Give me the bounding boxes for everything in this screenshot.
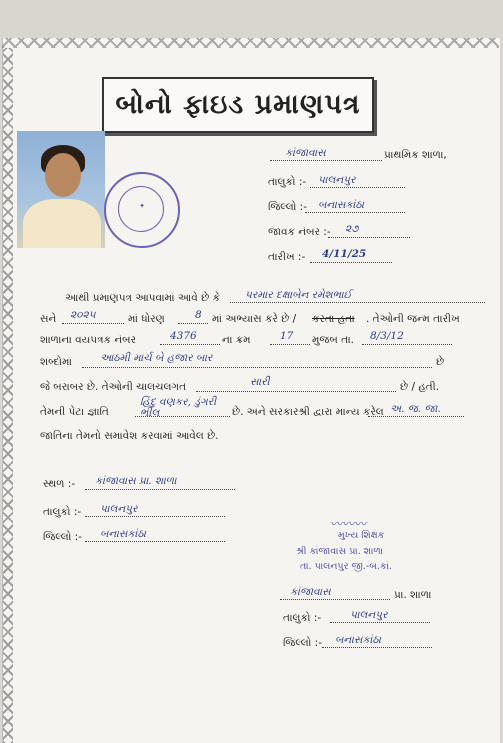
header-school-label: પ્રાથમિક શાળા, — [384, 149, 447, 161]
body-birthdate-label: . તેઓની જન્મ તારીખ — [366, 313, 460, 325]
header-outward-value: ૨૭ — [345, 223, 359, 235]
footer-school-label: પ્રા. શાળા — [394, 589, 432, 601]
body-struck-text: કરતા હતા — [312, 313, 355, 325]
footer-right-district-value: બનાસકાંઠા — [335, 634, 382, 646]
header-taluka-label: તાલુકો :- — [268, 176, 307, 188]
sub-caste: હિંદુ વણકર, ડુંગરી ભીલ — [140, 396, 217, 419]
certificate-title: બોનો ફાઇડ પ્રમાણપત્ર — [102, 77, 374, 133]
header-district-value: બનાસકાંઠા — [318, 199, 365, 211]
body-serial-label: ના ક્રમ — [222, 334, 251, 346]
header-outward-label: જાવક નંબર :- — [268, 226, 331, 238]
footer-district-value: બનાસકાંઠા — [100, 528, 147, 540]
body-closing: જાતિના તેમનો સમાવેશ કરવામાં આવેલ છે. — [40, 430, 219, 442]
stamp-line-3: તા. પાલનપુર જી.-બ.કાં. — [300, 561, 392, 572]
school-round-stamp: ✦ — [104, 172, 180, 248]
footer-school-value: કાંજાવાસ — [290, 586, 331, 598]
body-dob-label: મુજબ તા. — [312, 334, 354, 346]
header-district-label: જિલ્લો :- — [268, 201, 307, 213]
body-conduct-end: છે / હતી. — [400, 381, 440, 393]
body-category-label: છે. અને સરકારશ્રી દ્વારા માન્ય કરેલ — [232, 406, 384, 418]
stamp-line-1: મુખ્ય શિક્ષક — [338, 530, 385, 541]
header-date-value: 4/11/25 — [322, 248, 367, 260]
decorative-border-left — [3, 48, 13, 743]
footer-right-taluka-label: તાલુકો :- — [283, 612, 322, 624]
serial-number: 17 — [280, 330, 294, 342]
body-register-label: શાળાના વયપત્રક નંબર — [40, 334, 137, 346]
footer-taluka-label: તાલુકો :- — [43, 506, 82, 518]
student-photo — [17, 131, 105, 248]
caste-category: અ. જ. જા. — [390, 403, 441, 415]
header-taluka-value: પાલનપુર — [318, 174, 356, 186]
standard: 8 — [195, 309, 202, 321]
body-caste-label: તેમની પેટા જ્ઞાતિ — [40, 406, 109, 418]
register-number: 4376 — [170, 330, 197, 342]
footer-right-taluka-value: પાલનપુર — [350, 609, 388, 621]
header-date-label: તારીખ :- — [268, 251, 306, 263]
footer-right-district-label: જિલ્લો :- — [283, 637, 322, 649]
body-intro: આથી પ્રમાણપત્ર આપવામાં આવે છે કે — [65, 292, 221, 304]
signature: 〰〰〰 — [330, 517, 367, 531]
conduct-value: સારી — [250, 376, 270, 388]
body-studying-text: માં અભ્યાસ કરે છે / — [212, 313, 297, 325]
body-year-label: સને — [40, 313, 57, 325]
footer-district-label: જિલ્લો :- — [43, 531, 82, 543]
body-words-end: છે — [436, 356, 445, 368]
student-name: પરમાર દક્ષાબેન રમેશભાઈ — [245, 289, 352, 301]
study-year: ૨૦૨૫ — [70, 309, 96, 321]
decorative-border-top — [2, 38, 499, 48]
dob-in-words: આઠમી માર્ચ બે હજાર બાર — [100, 352, 213, 364]
body-std-label: માં ધોરણ — [128, 313, 165, 325]
date-of-birth: 8/3/12 — [370, 330, 404, 342]
body-conduct-label: જે બરાબર છે. તેઓની ચાલચલગત — [40, 381, 187, 393]
stamp-line-2: શ્રી કાંજાવાસ પ્રા. શાળા — [296, 546, 384, 557]
footer-place-label: સ્થળ :- — [43, 478, 76, 490]
footer-place-value: કાંજાવાસ પ્રા. શાળા — [95, 475, 177, 487]
footer-taluka-value: પાલનપુર — [100, 503, 138, 515]
header-school-name: કાંજાવાસ — [285, 147, 326, 159]
body-words-label: શબ્દોમાં — [40, 356, 72, 368]
